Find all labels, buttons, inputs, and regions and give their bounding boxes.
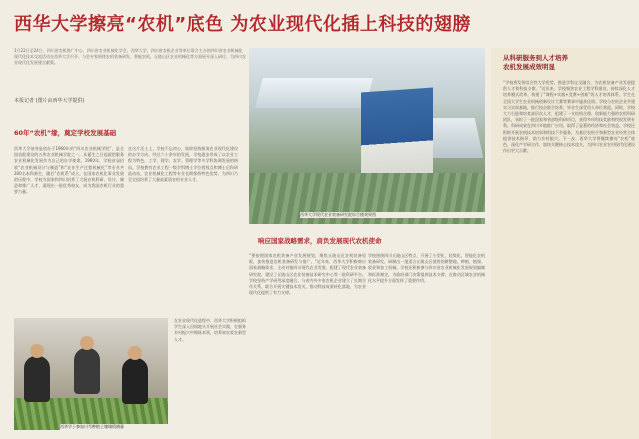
student-figure xyxy=(24,356,50,402)
article-column-4: 学校围绕四川丘陵山区特点，开展了小型化、轻简化、智能化农机装备研发，研制出一批适合丘陵山区使用的耕整地、种植、植保、收获和加工机械。学校还积极参与四川省农业机械化发展规划编制和标准制定，为政府部门决策提供技术支撑，在推动区域农业机械化水平提升方面发挥了重要作用。 xyxy=(368,253,485,283)
section-title-left: 60年“农机”缘，奠定学校发展基础 xyxy=(14,129,117,137)
photo-caption-bottom: 西华学子参加川芎种植土壤墒情测量 xyxy=(60,424,170,430)
section-title-middle: 响应国家战略需求，肩负发展现代农机使命 xyxy=(258,237,382,245)
article-column-2: 在这片沃土上，学校不忘初心，始终坚持服务农业现代化建设的办学方向。经过六十余年的发展，学校逐步形成了以农业工程为特色，工学、理学、农学、管理学等多学科协调发展的格局。学校拥有农业工程一级学科博士学位授权点和博士后科研流动站，农业机械化工程等专业长期保持特色优势，为四川乃至全国培养了大量高素质农机专业人才。 xyxy=(128,146,238,183)
campus-building-photo xyxy=(249,48,485,224)
lead-paragraph: 1月22日至24日，四川省农机推广中心、四川省农业机械化学会、西华大学、四川省农机企业等单位联合主办的四川省农业机械化现代化技术交流活动在西华大学召开。与会专家围绕农机装备研发、智能农机、丘陵山区农业机械化等方面展开深入研讨，为四川农业现代化发展建言献策。 xyxy=(14,48,246,65)
student-head xyxy=(80,336,94,350)
source-credit: 本报记者 (图片由西华大学提供) xyxy=(14,98,85,104)
article-column-3: “要按照国家农机装备产业发展规划，聚焦丘陵山区农机装备短板，加快推进农机装备研发与推广。”近年来，西华大学积极响应国家战略需求，主动对接四川现代农业发展，组建了现代农业装备研究院，建设了丘陵山区农业装备技术研究中心等一批科研平台。学校坚持产学研用深度融合，与省内外多家农机企业建立了长期合作关系，联合开展关键技术攻关，推动科技成果转化落地，为农业现代化提供了有力支撑。 xyxy=(249,253,366,296)
student-head xyxy=(30,344,44,358)
student-figure xyxy=(74,348,100,394)
sidebar-article: “学校将发挥综合性大学优势，推进学科交叉融合，为农机装备产业发展提供人才和科技支撑。”近年来，学校聚焦农业工程学科建设，持续深化人才培养模式改革，构建了“课程+实践+竞赛+创新”的人才培养体系。学生在全国大学生农业机械创新设计大赛等赛事中屡获佳绩。学校与农机企业共建实习实训基地，推行校企联合培养，毕业生深受用人单位欢迎。同时，学校大力引进和培育高层次人才，组建了一支结构合理、创新能力强的农机科研团队，承担了一批国家和省部级科研项目，获得多项科技奖励和授权发明专利。科研成果在四川多地推广应用，取得了显著的经济和社会效益。学校还积极开展农机技术培训和科技下乡服务，为基层农机手和新型农业经营主体提供技术指导，助力乡村振兴。下一步，西华大学将继续擦亮“农机”底色，深化产学研合作，加快关键核心技术攻关，为四川农业农村现代化建设作出更大贡献。 xyxy=(503,80,635,154)
students-field-photo xyxy=(14,318,168,430)
main-hall xyxy=(361,87,433,180)
student-head xyxy=(128,346,142,360)
article-column-1: 西华大学前身是创办于1960年的“四川农业机械学院”，是全国首批建设的五所农业机械学院之一，从诞生之日起就把服务农业机械化发展作为自己的办学使命。1960年，学校首届招收“农业机械设计与制造”和“农业生产过程机械化”等专业共300名本科新生，随后“农机系”成立。在国家农机化事业发展的历程中，学校为国家和四川培养了大批农机科研、设计、制造和推广人才，涌现出一批优秀校友，成为我国农机行业的重要力量。 xyxy=(14,146,124,195)
building-roof-left xyxy=(255,78,373,108)
article-column-5: 在农业现代化进程中，西华大学积极组织学生深入田间地头开展社会实践，在服务乡村振兴中锤炼本领，培养知农爱农新型人才。 xyxy=(174,318,246,342)
student-figure xyxy=(122,358,148,404)
photo-caption-top: 西华大学现代农业装备研究院综合楼效果图 xyxy=(300,212,485,218)
sidebar-box xyxy=(491,48,639,439)
sidebar-title: 从科研服务到人才培养 农机发展成效明显 xyxy=(503,54,568,71)
headline: 西华大学擦亮“农机”底色 为农业现代化插上科技的翅膀 xyxy=(14,14,471,35)
